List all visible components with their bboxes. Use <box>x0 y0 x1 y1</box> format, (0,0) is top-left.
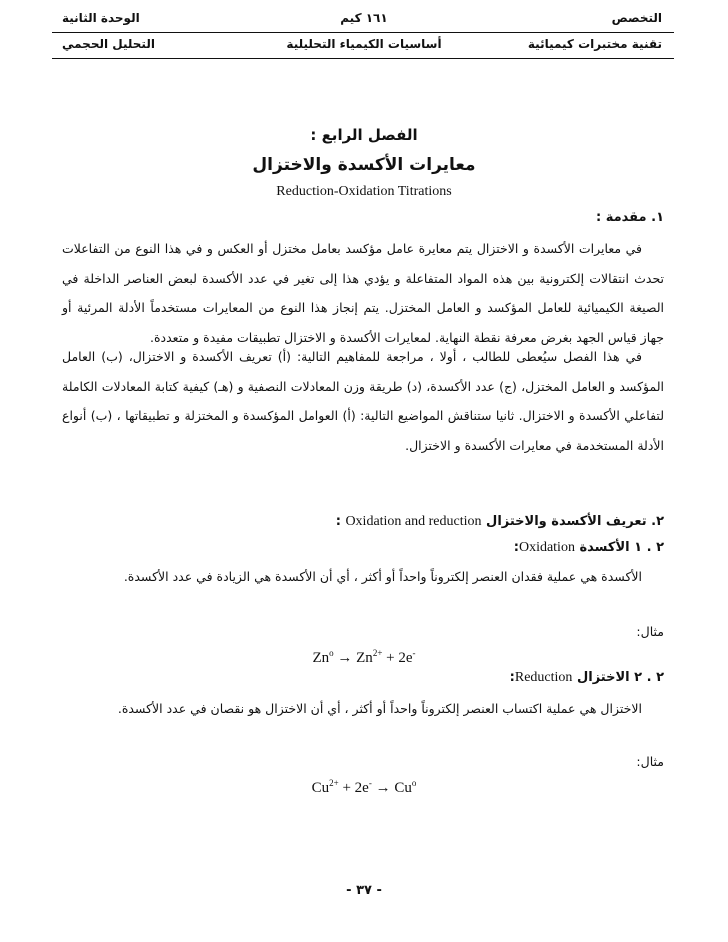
oxidation-heading-ar: ٢ . ١ الأكسدة <box>579 540 664 555</box>
reduction-heading-ar: ٢ . ٢ الاختزال <box>576 670 664 685</box>
oxidation-heading-colon: : <box>513 540 519 555</box>
header-row-top <box>0 11 728 31</box>
eq1-arrow: → <box>337 650 353 666</box>
intro-paragraph-1: في معايرات الأكسدة و الاختزال يتم معايرة عامل مؤكسد بعامل مختزل أو العكس و في هذا النوع من التفاعلات تحدث انتقالات إلكترونية بين هذه المواد المتفاعلة و يؤدي هذا إلى تغير في عدد الأكسدة لبعض العناصر الداخلة في الصيغة الكيميائية للعامل المؤكسد و العامل المختزل. يتم إنجاز هذا النوع من المعايرات مستخدماً الأدلة المرئية أو جهاز قياس الجهد بغرض معرفة نقطة النهاية. لمعايرات الأكسدة و الاختزال تطبيقات مفيدة و متعددة. <box>62 241 664 345</box>
oxidation-definition: الأكسدة هي عملية فقدان العنصر إلكتروناً واحداً أو أكثر ، أي أن الأكسدة هي الزيادة في عدد الأكسدة. <box>123 569 642 584</box>
eq2-rhs: Cu <box>394 780 412 796</box>
unit-title: التحليل الحجمي <box>62 37 155 51</box>
eq1-rhs-sup: 2+ <box>372 648 383 658</box>
eq2-rhs-sup: o <box>411 778 417 788</box>
eq2-lhs: Cu <box>311 780 330 796</box>
page-number: - ٣٧ - <box>346 883 382 898</box>
oxidation-heading <box>514 540 664 556</box>
reduction-equation <box>0 778 728 797</box>
reduction-example-label: مثال: <box>636 754 664 769</box>
section-2-heading-ar: ٢. تعريف الأكسدة والاختزال <box>486 514 664 529</box>
reduction-definition: الاختزال هي عملية اكتساب العنصر إلكتروناً واحداً أو أكثر ، أي أن الاختزال هو نقصان في عدد الأكسدة. <box>117 701 642 716</box>
reduction-heading-en: Reduction <box>514 670 573 685</box>
eq1-electrons: + 2e <box>386 650 413 666</box>
course-code: ١٦١ كيم <box>340 11 388 25</box>
intro-paragraph-2: في هذا الفصل سيُعطى للطالب ، أولا ، مراجعة للمفاهيم التالية: (أ) تعريف الأكسدة و الاختزال، (ب) العامل المؤكسد و العامل المختزل، (ج) عدد الأكسدة، (د) طريقة وزن المعادلات النصفية و (هـ) كيفية كتابة المعادلات الكاملة لتفاعلي الأكسدة و الاختزال. ثانيا ستناقش المواضيع التالية: (أ) العوامل المؤكسدة و المختزلة و تطبيقاتها ، (ب) أنواع الأدلة المستخدمة في معايرات الأكسدة و الاختزال. <box>62 349 664 453</box>
eq1-electron-sup: - <box>412 648 416 658</box>
specialization-label: التخصص <box>611 11 662 25</box>
specialization-name: تقنية مختبرات كيميائية <box>527 37 662 51</box>
chapter-title: معايرات الأكسدة والاختزال <box>252 155 476 175</box>
eq2-arrow: → <box>375 780 391 796</box>
header-divider-bottom <box>52 58 674 59</box>
oxidation-equation <box>0 648 728 667</box>
chapter-english-title: Reduction-Oxidation Titrations <box>276 184 452 199</box>
section-2-heading-en: Oxidation and reduction <box>345 514 482 529</box>
eq1-rhs: Zn <box>356 650 373 666</box>
eq1-lhs-sup: o <box>329 648 334 658</box>
eq2-lhs-sup: 2+ <box>329 778 339 788</box>
eq2-electrons: + 2e <box>342 780 369 796</box>
unit-label: الوحدة الثانية <box>62 11 140 25</box>
eq1-lhs: Zn <box>312 650 330 666</box>
course-name: أساسيات الكيمياء التحليلية <box>286 37 442 51</box>
header-row-bottom <box>0 37 728 57</box>
section-2-heading-colon: : <box>335 514 341 529</box>
oxidation-heading-en: Oxidation <box>518 540 575 555</box>
chapter-number: الفصل الرابع : <box>310 126 418 144</box>
oxidation-example-label: مثال: <box>636 624 664 639</box>
reduction-heading <box>510 670 664 686</box>
header-divider-top <box>52 32 674 33</box>
section-1-heading: ١. مقدمة : <box>596 210 664 225</box>
eq2-electron-sup: - <box>368 778 372 788</box>
section-2-heading <box>336 514 664 530</box>
reduction-heading-colon: : <box>509 670 515 685</box>
